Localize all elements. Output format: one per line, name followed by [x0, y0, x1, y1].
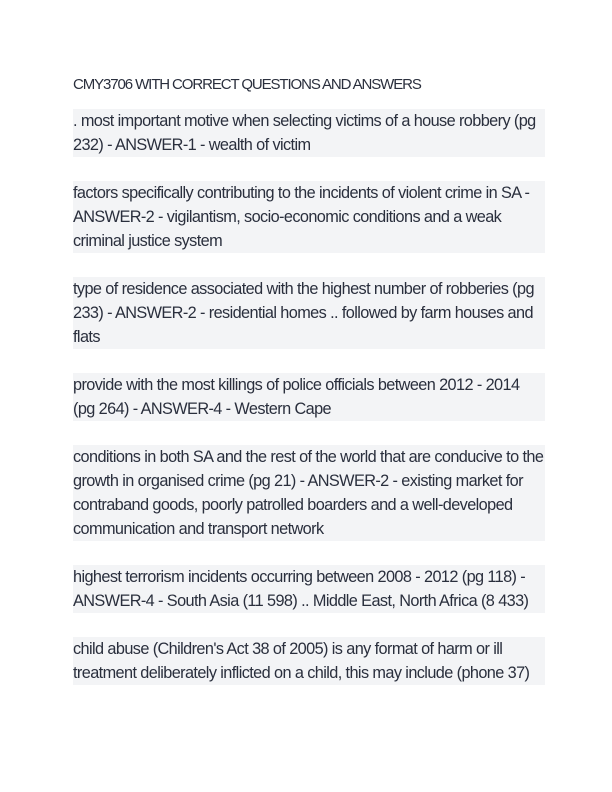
qa-item-1: . most important motive when selecting victims of a house robbery (pg 232) - ANSWER-1 - wealth of victim	[73, 109, 545, 157]
qa-item-6: highest terrorism incidents occurring between 2008 - 2012 (pg 118) - ANSWER-4 - South Asia (11 598) .. Middle East, North Africa (8 433)	[73, 565, 545, 613]
qa-item-7: child abuse (Children's Act 38 of 2005) is any format of harm or ill treatment deliberately inflicted on a child, this may include (phone 37)	[73, 637, 545, 685]
qa-item-2: factors specifically contributing to the incidents of violent crime in SA - ANSWER-2 - vigilantism, socio-economic conditions and a weak criminal justice system	[73, 181, 545, 253]
qa-item-3: type of residence associated with the highest number of robberies (pg 233) - ANSWER-2 - residential homes .. followed by farm houses and flats	[73, 277, 545, 349]
qa-item-4: provide with the most killings of police officials between 2012 - 2014 (pg 264) - ANSWER-4 - Western Cape	[73, 373, 545, 421]
document-title: CMY3706 WITH CORRECT QUESTIONS AND ANSWERS	[73, 76, 421, 93]
qa-item-5: conditions in both SA and the rest of the world that are conducive to the growth in organised crime (pg 21) - ANSWER-2 - existing market for contraband goods, poorly patrolled boarders and a well-developed communication and transport network	[73, 445, 545, 541]
document-body	[73, 73, 545, 709]
